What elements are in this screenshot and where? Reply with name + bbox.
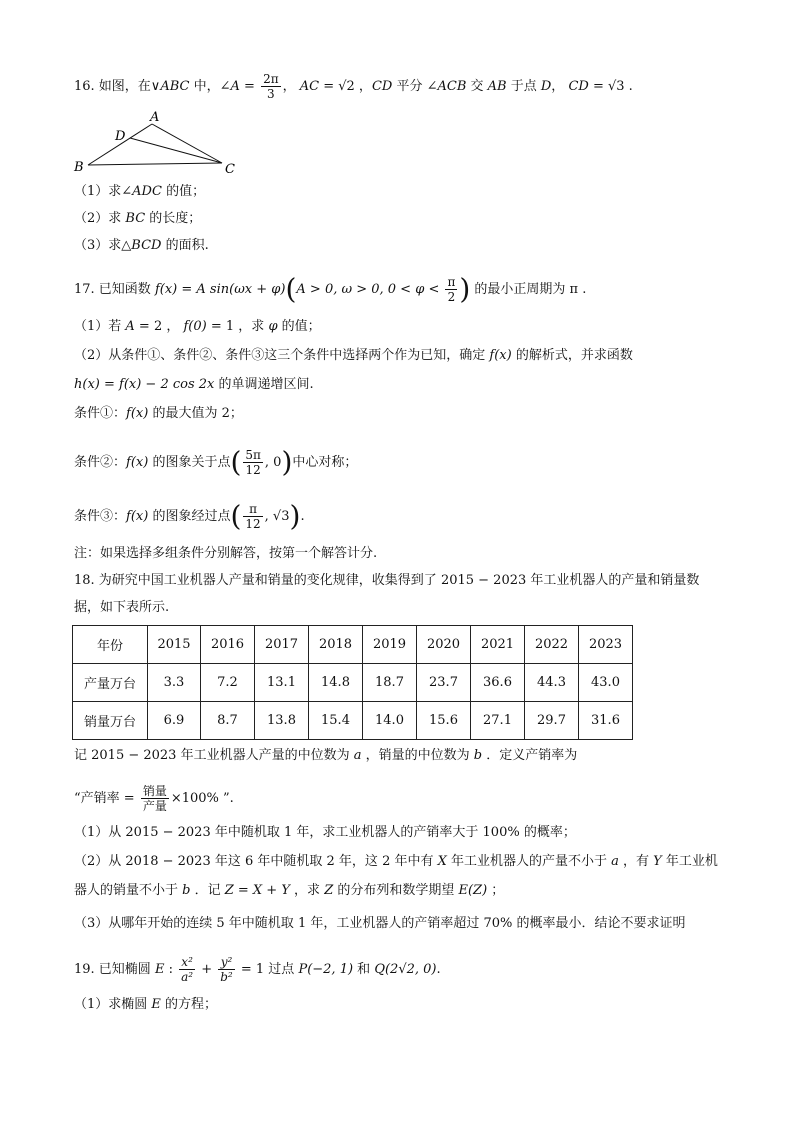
table-header-cell: 2020 [417,626,471,664]
q17-var: f(x) [126,509,149,524]
table-header-cell: 2023 [579,626,633,664]
q16-text: = √3 . [588,79,633,94]
label-C: C [225,162,235,177]
q17-text: . [300,509,305,524]
q18-part3: （3）从哪年开始的连续 5 年中随机取 1 年，工业机器人的产销率超过 70% 的概率最小．结论不要求证明 [74,916,686,931]
q17-text: 的图象经过点 [148,509,231,524]
q17-cond3 [74,499,305,533]
q16-text: 16. 如图，在∨ [74,79,161,94]
fraction-numerator: 销量 [142,784,167,798]
table-header-cell: 2015 [148,626,201,664]
q17-note: 注：如果选择多组条件分别解答，按第一个解答计分. [74,546,378,561]
q17-cond3-fraction [243,502,262,531]
q17-cond2-paren-left: ( [230,445,242,479]
q17-part1 [74,318,321,336]
q19-text: = 1 过点 [236,962,299,977]
q17-cond3-paren-left: ( [230,499,242,533]
q18-definition [74,747,577,765]
q18-text: ×100% ”. [170,791,234,806]
q17-text: 的最小正周期为 π . [470,282,587,297]
table-cell: 27.1 [471,702,525,740]
q17-var: f(0) [183,319,207,334]
q17-formula: f(x) = A sin(ωx + φ) [154,282,286,297]
table-cell: 13.1 [255,664,309,702]
q16-var: CD [371,79,393,94]
table-cell: 15.4 [309,702,363,740]
fraction-numerator: π [447,275,456,289]
q19-text: + [197,962,217,977]
table-cell: 3.3 [148,664,201,702]
q16-text: ， [551,79,569,94]
fraction-denominator: b² [220,970,233,984]
q18-ratio-fraction [141,784,169,813]
table-cell: 29.7 [525,702,579,740]
q19-var: E [154,962,165,977]
q18-text: ，求 [289,883,325,898]
table-header-cell: 年份 [73,626,148,664]
q19-part1 [74,996,217,1014]
q18-text: 年工业机器人的产量不小于 [446,854,612,869]
q19-text: 19. 已知椭圆 [74,962,155,977]
q17-text: （2）从条件①、条件②、条件③这三个条件中选择两个作为已知，确定 [74,348,490,363]
q17-formula: h(x) = f(x) − 2 cos 2x [74,377,215,392]
fraction-numerator: π [243,502,262,517]
q16-var: D [540,79,552,94]
table-cell: 36.6 [471,664,525,702]
q16-var: BC [125,211,146,226]
q18-stem-line2: 据，如下表所示. [74,600,170,615]
q18-var: Z [324,883,334,898]
q17-cond1 [74,405,243,423]
table-header-cell: 2018 [309,626,363,664]
fraction-denominator: 产量 [142,799,167,813]
table-header-cell: 2017 [255,626,309,664]
table-cell: 产量万台 [73,664,148,702]
fraction-denominator: a² [181,970,194,984]
table-row [73,702,633,740]
q16-part3 [74,237,209,255]
triangle-diagram [70,105,250,183]
q16-var: ADC [132,184,162,199]
q17-text: 的图象关于点 [148,455,231,470]
q18-text: 的分布列和数学期望 [333,883,459,898]
table-row [73,626,633,664]
q18-var: a [353,748,362,763]
q16-text: 的值； [161,184,206,199]
q16-text: = √2 ， [319,79,372,94]
q18-var: b [182,883,191,898]
q18-text: 年工业机 [661,854,718,869]
q18-text: 记 2015 − 2023 年工业机器人产量的中位数为 [74,748,354,763]
table-cell: 14.8 [309,664,363,702]
q17-text: , √3 [264,509,290,524]
q16-text: ， [282,79,300,94]
q18-text: 器人的销量不小于 [74,883,183,898]
table-row [73,664,633,702]
q17-text: 的单调递增区间. [214,377,314,392]
q17-cond2 [74,445,358,479]
q19-var: E [151,997,161,1012]
q17-part2-line2 [74,376,314,394]
q17-text: = 1 ，求 [206,319,269,334]
table-cell: 14.0 [363,702,417,740]
q18-part1: （1）从 2015 − 2023 年中随机取 1 年，求工业机器人的产销率大于 100% 的概率； [74,825,576,840]
q17-text: 条件①： [74,406,127,421]
edge-CD [130,138,222,163]
fraction-denominator: 12 [245,463,261,477]
q16-text: 的长度； [145,211,202,226]
q17-stem [74,272,587,306]
q19-text: 和 [353,962,375,977]
q17-var: φ [268,319,278,334]
q17-var: A [125,319,135,334]
q16-text: 平分 ∠ [392,79,438,94]
fraction-denominator: 2 [447,290,456,304]
q16-var: A [230,79,240,94]
table-cell: 43.0 [579,664,633,702]
q16-text: 的面积. [161,238,209,253]
q16-text: = [239,79,260,94]
q17-text: （1）若 [74,319,126,334]
q17-var: f(x) [489,348,512,363]
q18-part2-line2 [74,882,504,900]
q18-var: b [473,748,483,763]
q17-text: 中心对称； [292,455,358,470]
q19-point: P(−2, 1) [298,962,354,977]
q17-condition: A > 0, ω > 0, 0 < φ < [296,282,444,297]
q17-var: f(x) [126,455,149,470]
q16-text: （2）求 [74,211,126,226]
q16-part2 [74,210,201,228]
q17-cond3-paren-right: ) [289,499,301,533]
q17-text: 条件②： [74,455,127,470]
q17-text: 的最大值为 2； [148,406,243,421]
q19-x-fraction [179,955,195,984]
table-cell: 44.3 [525,664,579,702]
fraction-numerator: y² [218,955,235,970]
q18-text: “产销率 = [74,791,139,806]
q17-cond2-fraction [243,448,263,477]
q16-text: （1）求∠ [74,184,133,199]
q18-text: ，有 [618,854,654,869]
table-header-cell: 2021 [471,626,525,664]
q17-text: 的值； [277,319,321,334]
q16-var: CD [568,79,589,94]
q18-text: ； [487,883,505,898]
q16-text: 交 [466,79,488,94]
table-header-cell: 2016 [201,626,255,664]
fraction-numerator: 5π [245,448,261,462]
q17-text: , 0 [264,455,282,470]
fraction-denominator: 12 [245,517,261,531]
q18-var: a [611,854,619,869]
q18-var: Y [653,854,662,869]
q16-var: BCD [131,238,162,253]
table-cell: 18.7 [363,664,417,702]
table-header-cell: 2022 [525,626,579,664]
q19-y-fraction [218,955,235,984]
table-cell: 23.7 [417,664,471,702]
table-cell: 7.2 [201,664,255,702]
edge-AC [152,124,222,163]
q17-paren-left: ( [285,272,297,306]
table-cell: 15.6 [417,702,471,740]
q17-text: 条件③： [74,509,127,524]
table-header-cell: 2019 [363,626,417,664]
table-cell: 13.8 [255,702,309,740]
q16-var: ABC [160,79,190,94]
q19-text: : [164,962,178,977]
q16-stem [74,72,633,101]
q18-formula: Z = X + Y [224,883,290,898]
q18-part2 [74,853,718,871]
q17-paren-right: ) [459,272,471,306]
q17-phi-fraction [445,275,457,304]
q17-text: 的解析式，并求函数 [511,348,633,363]
q17-var: f(x) [126,406,149,421]
q18-text: ．记 [190,883,225,898]
q16-text: （3）求△ [74,238,132,253]
q19-stem [74,955,441,984]
q18-text: （2）从 2018 − 2023 年这 6 年中随机取 2 年，这 2 年中有 [74,854,438,869]
label-A: A [150,110,160,125]
q16-text: 中，∠ [189,79,231,94]
q16-part1 [74,183,205,201]
table-cell: 31.6 [579,702,633,740]
q19-text: . [436,962,441,977]
q17-text: 17. 已知函数 [74,282,155,297]
q16-text: 于点 [506,79,541,94]
q16-angle-fraction [261,72,281,101]
q16-var: AC [299,79,320,94]
q18-ratio-definition [74,784,234,813]
q16-var: ACB [437,79,467,94]
table-cell: 8.7 [201,702,255,740]
label-B: B [74,160,84,175]
production-sales-table [72,625,633,740]
q18-stem-line1: 18. 为研究中国工业机器人产量和销量的变化规律，收集得到了 2015 − 2023 年工业机器人的产量和销量数 [74,573,700,588]
table-cell: 6.9 [148,702,201,740]
q17-part2 [74,347,633,365]
label-D: D [115,129,126,144]
q16-var: AB [487,79,507,94]
q18-var: X [437,854,447,869]
q19-point: Q(2√2, 0) [374,962,437,977]
fraction-numerator: x² [179,955,195,970]
q17-cond2-paren-right: ) [281,445,293,479]
q19-text: （1）求椭圆 [74,997,152,1012]
q18-formula: E(Z) [458,883,488,898]
q18-text: ，销量的中位数为 [361,748,474,763]
q17-text: = 2 ， [134,319,184,334]
edge-BC [88,163,222,165]
table-cell: 销量万台 [73,702,148,740]
q19-text: 的方程； [160,997,218,1012]
fraction-denominator: 3 [267,87,275,101]
q18-text: ．定义产销率为 [482,748,578,763]
fraction-numerator: 2π [263,72,279,86]
